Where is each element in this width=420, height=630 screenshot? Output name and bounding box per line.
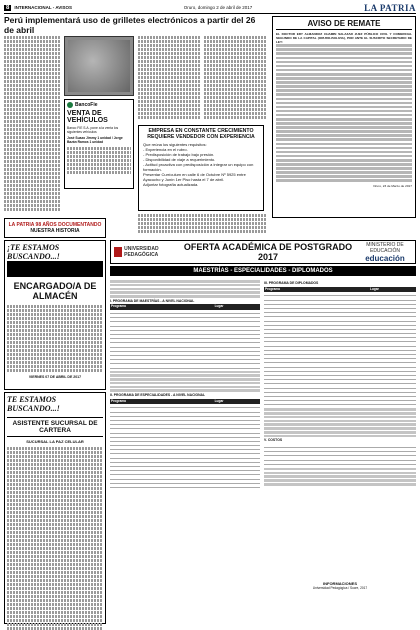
article-column-3	[204, 36, 266, 122]
requirements-text	[264, 408, 416, 437]
auction-lead: EL DOCTOR ERY ALMANDOZ CHAMBI SALAZAR JUEZ PÚBLICO CIVIL Y COMERCIAL SEGUNDO DE LA CAPITAL (ORURO-BOLIVIA), POR ANTE EL SUSCRITO SECRETARIO DE LEY:	[276, 32, 412, 45]
specialties-section-title: II. PROGRAMA DE ESPECIALIDADES - A NIVEL NACIONAL	[110, 393, 206, 398]
patria-banner	[4, 218, 106, 238]
costs-section-title: V. COSTOS	[264, 438, 283, 443]
contact-info	[264, 582, 416, 626]
job-ad-item: - Experiencia en el rubro.	[143, 147, 188, 152]
column-header-place: Lugar	[214, 398, 224, 403]
column-header-place: Lugar	[214, 304, 224, 309]
university-ad-title: OFERTA ACADÉMICA DE POSTGRADO 2017	[183, 242, 353, 262]
job-ad-portfolio-role: ASISTENTE SUCURSAL DE CARTERA	[7, 417, 103, 437]
job-ad-warehouse-deadline: VIERNES 07 DE ABRIL DE 2017	[28, 375, 82, 379]
programs-right-column	[264, 280, 416, 580]
vehicle-sale-body	[67, 147, 131, 177]
job-ad-title: EMPRESA EN CONSTANTE CRECIMIENTO REQUIERE VENDEDOR CON EXPERIENCIA	[147, 128, 255, 140]
section-title: INTERNACIONAL - AVISOS	[14, 5, 73, 10]
contact-title: INFORMACIONES	[323, 581, 357, 586]
vehicle-sale-text: Banco FIE S.A. pone a la venta los siguientes vehículos	[67, 126, 119, 134]
job-ad-portfolio	[4, 392, 106, 624]
table-row	[110, 364, 260, 368]
ministry-name: MINISTERIO DE EDUCACIÓN	[366, 241, 404, 254]
newspaper-name: LA PATRIA	[364, 2, 416, 13]
ministry-wordmark: educación	[365, 253, 405, 263]
job-ad-portfolio-sub: SUCURSAL LA PAZ CELULAR	[26, 439, 84, 444]
patria-line-1: LA PATRIA 98 AÑOS DOCUMENTANDO	[8, 222, 102, 228]
column-header-place: Lugar	[370, 286, 379, 291]
auction-closing: Oruro, 23 de Marzo de 2017	[373, 183, 412, 188]
costs-notes	[264, 468, 416, 486]
vehicle-sale-names: José Suazo Jimmy 1 unidad / Jorge Bazán Ramos 1 unidad	[67, 136, 123, 144]
ministry-logo	[355, 242, 415, 263]
job-ad-portfolio-body	[7, 447, 103, 630]
job-ad-salesperson	[138, 125, 264, 211]
vehicle-sale-title: VENTA DE VEHÍCULOS	[67, 110, 108, 124]
university-ad-header	[110, 240, 416, 264]
vehicle-sale-ad	[64, 99, 134, 189]
auction-notice	[272, 16, 416, 218]
bank-name: BancoFie	[75, 102, 98, 108]
table-row	[264, 401, 416, 405]
bank-logo-icon	[67, 102, 73, 108]
masters-notes	[110, 371, 260, 393]
article-column-1	[4, 36, 60, 214]
job-ad-warehouse-role: ENCARGADO/A DE ALMACÉN	[13, 281, 97, 301]
article-column-4	[138, 214, 266, 236]
university-logo-icon	[114, 247, 122, 257]
masters-section-title: I. PROGRAMA DE MAESTRÍAS - A NIVEL NACIONAL	[110, 298, 195, 303]
diplomas-section-title: III. PROGRAMA DE DIPLOMADOS	[264, 281, 319, 285]
auction-body	[276, 32, 412, 188]
job-ad-warehouse-banner	[7, 261, 103, 277]
masthead-left	[4, 5, 72, 11]
job-ad-item: - Disponibilidad de viaje a requerimiento.	[143, 157, 216, 162]
job-ad-item: Presentar Currículum en calle 6 de Octubre Nº 5925 entre Ayacucho y Junín 1er Piso hasta el 7 de abril.	[143, 172, 246, 182]
table-row	[264, 461, 416, 465]
programs-left-column	[110, 280, 260, 626]
auction-title: AVISO DE REMATE	[276, 19, 412, 30]
programs-band: MAESTRÍAS - ESPECIALIDADES - DIPLOMADOS	[110, 266, 416, 276]
programs-intro	[110, 280, 260, 298]
bank-logo	[67, 102, 131, 108]
job-ad-warehouse	[4, 240, 106, 390]
job-ad-portfolio-title: TE ESTAMOS BUSCANDO...!	[7, 395, 60, 413]
column-header-program: Programa	[111, 398, 126, 403]
patria-line-2: NUESTRA HISTORIA	[30, 228, 80, 234]
headline: Perú implementará uso de grilletes electrónicos a partir del 26 de abril	[4, 15, 256, 35]
contact-text: Universidad Pedagógica / Sucre, 2017	[312, 586, 368, 590]
job-ad-item: Adjuntar fotografía actualizada.	[143, 182, 199, 187]
article-column-2	[138, 36, 200, 122]
column-header-program: Programa	[265, 286, 280, 291]
job-ad-item: - Actitud proactiva con predisposición a integrar un equipo con formación.	[143, 162, 254, 172]
dateline: Oruro, domingo 2 de abril de 2017	[183, 5, 253, 10]
job-ad-intro: Que reúna los siguientes requisitos:	[143, 142, 207, 147]
table-row	[110, 484, 260, 488]
masthead	[4, 2, 416, 14]
page-number: 8	[6, 4, 10, 11]
job-ad-warehouse-body	[7, 305, 103, 375]
university-logo	[111, 246, 181, 258]
article-photo	[64, 36, 134, 96]
job-ad-item: - Predisposición de trabajo bajo presión.	[143, 152, 215, 157]
university-name: UNIVERSIDAD PEDAGÓGICA	[124, 246, 159, 258]
job-ad-warehouse-title: ¡TE ESTAMOS BUSCANDO...!	[7, 243, 60, 261]
column-header-program: Programa	[111, 304, 126, 309]
